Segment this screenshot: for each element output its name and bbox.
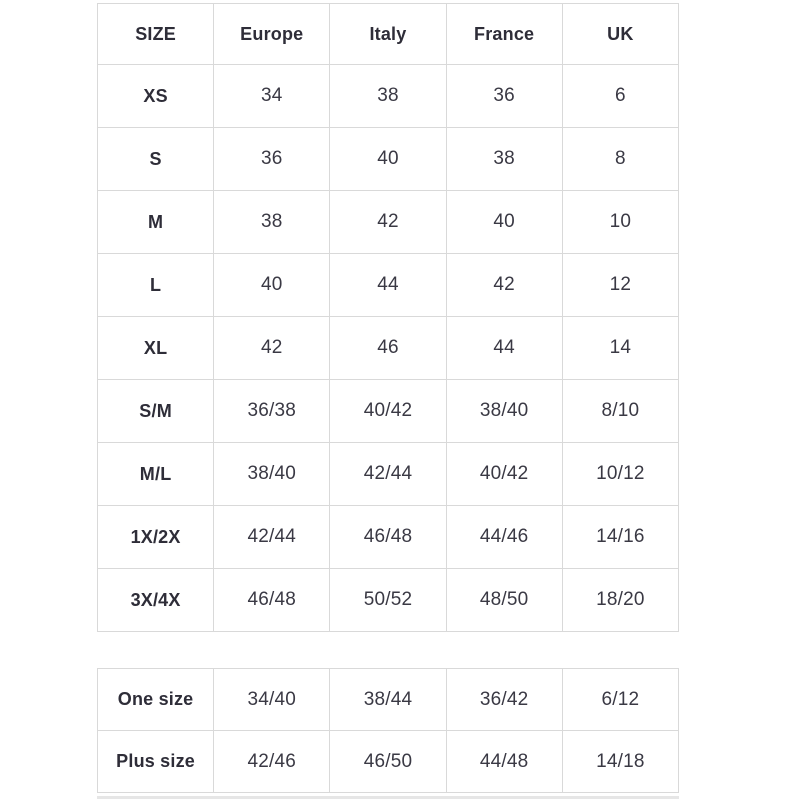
size-value-cell: 36/42 [446, 669, 562, 731]
table-row [98, 254, 679, 317]
size-value-cell: 40 [446, 191, 562, 254]
size-value-cell: 48/50 [446, 569, 562, 632]
size-value-cell: 42/44 [330, 443, 446, 506]
size-value-cell: 46/48 [214, 569, 330, 632]
size-value-cell: 46/50 [330, 731, 446, 793]
size-value-cell: 10 [562, 191, 678, 254]
size-label-cell: L [98, 254, 214, 317]
cutoff-element-top-edge [97, 796, 679, 799]
size-conversion-table-header [98, 4, 679, 65]
size-value-cell: 38/40 [214, 443, 330, 506]
size-label-cell: M/L [98, 443, 214, 506]
size-value-cell: 44 [330, 254, 446, 317]
header-cell: UK [562, 4, 678, 65]
size-value-cell: 8/10 [562, 380, 678, 443]
size-label-cell: XS [98, 65, 214, 128]
size-value-cell: 40 [330, 128, 446, 191]
size-value-cell: 36 [214, 128, 330, 191]
size-value-cell: 50/52 [330, 569, 446, 632]
size-value-cell: 40/42 [446, 443, 562, 506]
table-row [98, 65, 679, 128]
table-row [98, 569, 679, 632]
size-label-cell: S [98, 128, 214, 191]
size-value-cell: 8 [562, 128, 678, 191]
size-value-cell: 38/44 [330, 669, 446, 731]
table-row [98, 317, 679, 380]
size-label-cell: 1X/2X [98, 506, 214, 569]
size-value-cell: 42/44 [214, 506, 330, 569]
table-row [98, 380, 679, 443]
size-value-cell: 14/18 [562, 731, 678, 793]
size-value-cell: 36 [446, 65, 562, 128]
size-value-cell: 12 [562, 254, 678, 317]
special-sizes-table-body [98, 669, 679, 793]
table-row [98, 506, 679, 569]
size-value-cell: 42 [214, 317, 330, 380]
size-value-cell: 14/16 [562, 506, 678, 569]
size-value-cell: 40/42 [330, 380, 446, 443]
size-value-cell: 6 [562, 65, 678, 128]
size-conversion-table [97, 3, 679, 632]
size-value-cell: 34/40 [214, 669, 330, 731]
size-value-cell: 42 [330, 191, 446, 254]
header-cell: Europe [214, 4, 330, 65]
size-value-cell: 42/46 [214, 731, 330, 793]
size-value-cell: 6/12 [562, 669, 678, 731]
size-label-cell: S/M [98, 380, 214, 443]
special-sizes-table [97, 668, 679, 793]
size-label-cell: 3X/4X [98, 569, 214, 632]
size-value-cell: 40 [214, 254, 330, 317]
size-value-cell: 46/48 [330, 506, 446, 569]
table-row [98, 191, 679, 254]
size-value-cell: 36/38 [214, 380, 330, 443]
size-label-cell: One size [98, 669, 214, 731]
size-value-cell: 38 [330, 65, 446, 128]
table-row [98, 443, 679, 506]
size-value-cell: 18/20 [562, 569, 678, 632]
header-cell: SIZE [98, 4, 214, 65]
size-value-cell: 38 [214, 191, 330, 254]
table-row [98, 731, 679, 793]
size-value-cell: 38/40 [446, 380, 562, 443]
size-value-cell: 38 [446, 128, 562, 191]
size-label-cell: XL [98, 317, 214, 380]
size-value-cell: 42 [446, 254, 562, 317]
table-row [98, 128, 679, 191]
size-value-cell: 46 [330, 317, 446, 380]
size-conversion-table-body [98, 65, 679, 632]
size-value-cell: 44/46 [446, 506, 562, 569]
header-row [98, 4, 679, 65]
size-label-cell: M [98, 191, 214, 254]
header-cell: Italy [330, 4, 446, 65]
size-label-cell: Plus size [98, 731, 214, 793]
table-row [98, 669, 679, 731]
header-cell: France [446, 4, 562, 65]
size-value-cell: 14 [562, 317, 678, 380]
size-value-cell: 44/48 [446, 731, 562, 793]
size-value-cell: 10/12 [562, 443, 678, 506]
size-value-cell: 34 [214, 65, 330, 128]
size-value-cell: 44 [446, 317, 562, 380]
